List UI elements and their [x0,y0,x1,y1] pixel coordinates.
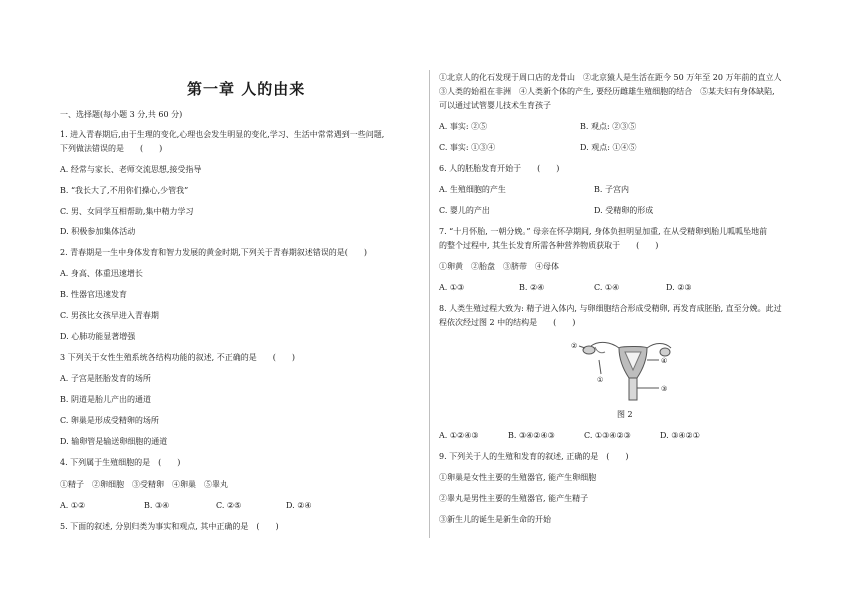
q1-option-a: A. 经常与家长、老师交流思想,接受指导 [60,165,202,174]
q7-option-a: A. ①③ [439,283,465,292]
figure-label-4: ④ [661,357,668,365]
section-heading: 一、选择题(每小题 3 分,共 60 分) [60,110,183,119]
uterus-diagram [571,338,675,404]
page-title: 第一章 人的由来 [187,80,306,98]
q3-option-c: C. 卵巢是形成受精卵的场所 [60,416,159,425]
figure-label-1: ① [597,376,604,384]
q5-option-d: D. 观点: ①④⑤ [580,143,637,152]
column-divider [429,70,430,538]
vagina [629,378,637,400]
q2-option-b: B. 性器官迅速发育 [60,290,127,299]
q6-option-b: B. 子宫内 [594,185,629,194]
reproductive-system-figure [571,338,675,404]
q9-item-1: ①卵巢是女性主要的生殖器官, 能产生卵细胞 [439,473,597,482]
q8-option-a: A. ①②④③ [439,431,479,440]
q4-option-d: D. ②④ [286,501,312,510]
figure-label-3: ③ [661,385,668,393]
q3-option-d: D. 输卵管是输送卵细胞的通道 [60,437,168,446]
q1-stem-line2: 下列做法错误的是 ( ) [60,144,163,153]
q9-item-2: ②睾丸是男性主要的生殖器官, 能产生精子 [439,494,589,503]
q2-option-d: D. 心肺功能显著增强 [60,332,136,341]
q1-option-d: D. 积极参加集体活动 [60,227,136,236]
q1-option-b: B. “我长大了,不用你们操心,少管我” [60,186,189,195]
q8-option-d: D. ③④②① [660,431,700,440]
q7-option-c: C. ①④ [594,283,620,292]
q8-stem-line2: 程依次经过图 2 中的结构是 ( ) [439,318,576,327]
q4-stem: 4. 下列属于生殖细胞的是 ( ) [60,458,181,467]
q5-stem: 5. 下面的叙述, 分别归类为事实和观点, 其中正确的是 ( ) [60,522,279,531]
q6-option-a: A. 生殖细胞的产生 [439,185,506,194]
q8-option-c: C. ①③④②③ [584,431,631,440]
q4-option-b: B. ③④ [144,501,170,510]
right-ovary [660,348,670,356]
q4-items: ①精子 ②卵细胞 ③受精卵 ④卵巢 ⑤睾丸 [60,480,228,489]
q7-option-d: D. ②③ [666,283,692,292]
q6-stem: 6. 人的胚胎发育开始于 ( ) [439,164,560,173]
q4-option-c: C. ②⑤ [216,501,242,510]
figure-caption: 图 2 [617,410,633,419]
q1-stem-line1: 1. 进入青春期后,由于生理的变化,心理也会发生明显的变化,学习、生活中常常遇到一些问题, [60,130,385,139]
q2-option-a: A. 身高、体重迅速增长 [60,269,143,278]
q3-option-b: B. 阴道是胎儿产出的通道 [60,395,151,404]
q6-option-d: D. 受精卵的形成 [594,206,654,215]
q2-option-c: C. 男孩比女孩早进入青春期 [60,311,159,320]
q7-items: ①卵黄 ②胎盘 ③脐带 ④母体 [439,262,559,271]
q9-item-3: ③新生儿的诞生是新生命的开始 [439,515,551,524]
q3-stem: 3 下列关于女性生殖系统各结构功能的叙述, 不正确的是 ( ) [60,353,295,362]
q7-option-b: B. ②④ [519,283,545,292]
q1-option-c: C. 男、女同学互相帮助,集中精力学习 [60,207,194,216]
q5-option-a: A. 事实: ②⑤ [439,122,488,131]
q4-option-a: A. ①② [60,501,86,510]
q3-option-a: A. 子宫是胚胎发育的场所 [60,374,151,383]
q5-line2: ③人类的始祖在非洲 ④人类新个体的产生, 要经历雌雄生殖细胞的结合 ⑤某夫妇有身体缺陷, [439,87,775,96]
q2-stem: 2. 青春期是一生中身体发育和智力发展的黄金时期,下列关于青春期叙述错误的是( ) [60,248,367,257]
figure-label-2: ② [571,342,578,350]
q5-option-b: B. 观点: ②③⑤ [580,122,637,131]
q7-stem-line2: 的整个过程中, 其生长发育所需各种营养物质获取于 ( ) [439,241,659,250]
q6-option-c: C. 婴儿的产出 [439,206,490,215]
left-ovary [583,346,595,354]
label-line-2 [579,346,585,348]
q5-line1: ①北京人的化石发现于周口店的龙骨山 ②北京猿人是生活在距今 50 万年至 20 万年前的直立人 [439,73,782,82]
q8-stem-line1: 8. 人类生殖过程大致为: 精子进入体内, 与卵细胞结合形成受精卵, 再发育成胚胎, 直至分娩。此过 [439,304,782,313]
q8-option-b: B. ③④②④③ [508,431,555,440]
q7-stem-line1: 7. “十月怀胎, 一朝分娩。” 母亲在怀孕期间, 身体负担明显加重, 在从受精卵到胎儿呱呱坠地前 [439,227,768,236]
q5-line3: 可以通过试管婴儿技术生育孩子 [439,101,551,110]
q5-option-c: C. 事实: ①③④ [439,143,496,152]
label-line-1 [599,360,601,374]
q9-stem: 9. 下列关于人的生殖和发育的叙述, 正确的是 ( ) [439,452,629,461]
